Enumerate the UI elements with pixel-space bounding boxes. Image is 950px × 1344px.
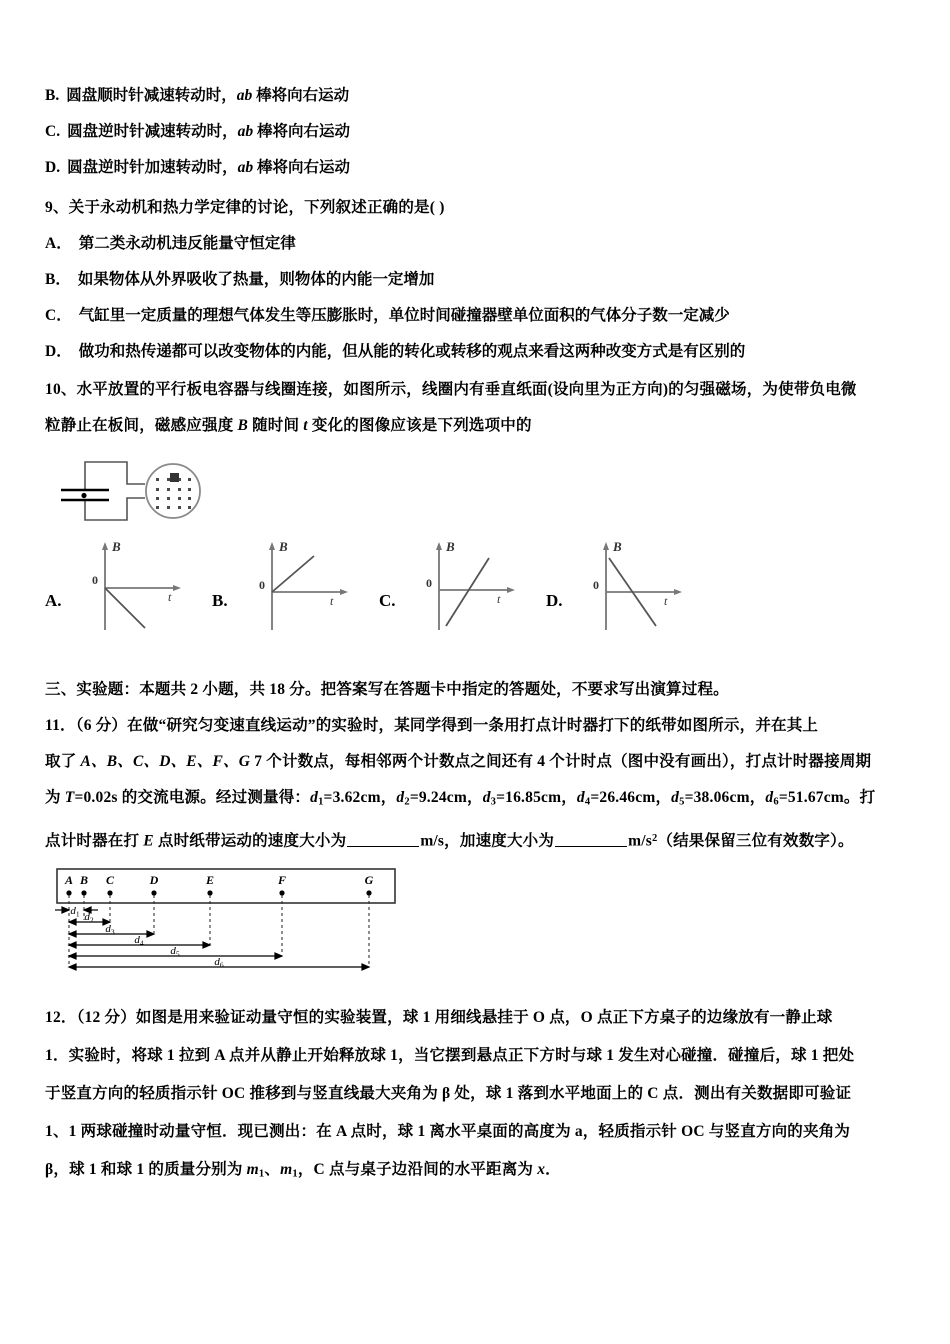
q10-graph-a-svg (71, 534, 191, 634)
q11-line2-post: 7 个计数点，每相邻两个计数点之间还有 4 个计时点（图中没有画出），打点计时器接周期 (250, 753, 872, 770)
circuit-svg (57, 454, 257, 526)
q11-line3: 为 T=0.02s 的交流电源。经过测量得：$d_1=3.62cm$，$d_2=9.24cm$，$d_3=16.85cm$，$d_4=26.46cm$，$d_5=38.06cm$，$d_6=51.67cm$。打 (45, 789, 876, 808)
data-line (446, 558, 489, 626)
q10-option-c (379, 534, 549, 634)
q12-line1: 12．（12 分）如图是用来验证动量守恒的实验装置，球 1 用细线悬挂于 O 点，O 点正下方桌子的边缘放有一静止球 (45, 1009, 833, 1027)
tape-point-labels (64, 873, 374, 887)
q11-line4-pre: 点计时器在打 (45, 832, 144, 850)
svg-text:C: C (105, 873, 115, 888)
paper-tape-figure (53, 865, 403, 977)
x-axis-label: t (664, 594, 668, 608)
q9-option-b (45, 262, 920, 298)
y-axis-arrow (436, 542, 442, 550)
q10-symbol-B: B (237, 417, 249, 434)
coil-circle (146, 464, 200, 518)
q11-answer-blank-velocity[interactable] (347, 832, 419, 848)
dimension-label-d6: $d_6$ (214, 956, 224, 970)
origin-label: 0 (593, 578, 599, 592)
q11-line2 (45, 744, 920, 780)
q8-option-b-label: B. (45, 87, 60, 104)
q11-measurement-2: $d_2=9.24cm$ (396, 789, 467, 808)
q10-symbol-t: t (303, 417, 308, 434)
q11-measurement-6: $d_6=51.67cm$ (765, 789, 844, 808)
svg-text:B: B (79, 873, 89, 888)
q9-stem: 9、关于永动机和热力学定律的讨论，下列叙述正确的是( ) (45, 199, 445, 216)
q10-graph-d-svg (572, 534, 692, 634)
q11-unit-velocity: m/s，加速度大小为 (420, 832, 555, 850)
q12-symbol-m2: m (280, 1161, 293, 1179)
question-11 (45, 708, 920, 977)
q8-option-c (45, 114, 920, 150)
q11-line4-mid: 点时纸带运动的速度大小为 (153, 832, 347, 850)
q11-line3-tail: 。打 (843, 789, 876, 806)
x-axis-arrow (173, 585, 181, 591)
svg-text:E: E (205, 873, 215, 888)
x-axis-arrow (340, 589, 348, 595)
dimension-label-d5: $d_5$ (170, 945, 180, 959)
q9-option-d-label: D． (45, 343, 72, 360)
q11-measurement-4: $d_4=26.46cm$ (576, 789, 656, 808)
data-line (105, 588, 145, 628)
q12-symbol-x: x (537, 1161, 546, 1179)
q11-measurement-1: $d_1=3.62cm$ (310, 789, 381, 808)
svg-text:F: F (277, 873, 287, 888)
q11-line2-pre: 取了 (45, 753, 81, 770)
page-content (45, 78, 920, 1194)
capacitor-coil-circuit-figure (57, 454, 257, 526)
q10-option-b (212, 534, 382, 634)
q12-line2: 1．实验时，将球 1 拉到 A 点并从静止开始释放球 1，当它摆到悬点正下方时与球 1 发生对心碰撞．碰撞后，球 1 把处 (45, 1047, 855, 1065)
q10-option-c-label: C. (379, 591, 396, 610)
q9-option-d-text: 做功和热传递都可以改变物体的内能，但从能的转化或转移的观点来看这两种改变方式是有区别的 (78, 343, 746, 360)
q11-symbol-T: T (64, 789, 75, 806)
q12-line5-pre: β，球 1 和球 1 的质量分别为 (45, 1161, 247, 1179)
question-10 (45, 372, 920, 634)
top-wire (85, 462, 145, 490)
q8-option-c-text-post: 棒将向右运动 (253, 123, 350, 140)
q8-option-d-text-pre: 圆盘逆时针加速转动时， (67, 159, 238, 176)
q8-option-c-text-pre: 圆盘逆时针减速转动时， (67, 123, 238, 140)
q10-graph-b-svg (238, 534, 358, 634)
q11-line4 (45, 821, 920, 860)
q8-option-d-em: ab (237, 159, 254, 176)
q11-point-list: A、B、C、D、E、F、G (80, 753, 251, 770)
q10-stem-post: 变化的图像应该是下列选项中的 (307, 417, 532, 434)
q10-option-d-label: D. (546, 591, 563, 610)
q12-line5: β，球 1 和球 1 的质量分别为 $m_1$、$m_1$，C 点与桌子边沿间的水平距离为 x． (45, 1161, 561, 1180)
svg-text:A: A (64, 873, 74, 888)
q10-option-b-label: B. (212, 591, 228, 610)
q12-line4: 1、1 两球碰撞时动量守恒．现已测出：在 A 点时，球 1 离水平桌面的高度为 a，轻质指示针 OC 与竖直方向的夹角为 (45, 1123, 851, 1141)
q8-option-c-em: ab (237, 123, 254, 140)
q9-option-b-label: B． (45, 271, 71, 288)
section-3 (45, 672, 920, 977)
dimension-label-d1: $d_1$ (70, 905, 80, 919)
x-axis-arrow (674, 589, 682, 595)
y-axis-label: B (279, 539, 288, 554)
origin-label: 0 (259, 578, 265, 592)
question-12 (45, 999, 920, 1194)
q10-stem-line1: 10、水平放置的平行板电容器与线圈连接，如图所示，线圈内有垂直纸面(设向里为正方向)的匀强磁场，为使带负电微 (45, 381, 857, 398)
q9-option-d (45, 334, 920, 370)
q10-option-graphs (45, 534, 920, 634)
y-axis-arrow (102, 542, 108, 550)
q8-option-c-label: C. (45, 123, 61, 140)
q9-option-b-text: 如果物体从外界吸收了热量，则物体的内能一定增加 (77, 271, 435, 288)
q12-line3: 于竖直方向的轻质指示针 OC 推移到与竖直线最大夹角为 β 处，球 1 落到水平地面上的 C 点．测出有关数据即可验证 (45, 1085, 852, 1103)
q11-unit-acceleration: m/s (628, 832, 652, 850)
x-axis-arrow (507, 587, 515, 593)
q9-option-a-label: A． (45, 235, 72, 252)
y-axis-label: B (112, 539, 121, 554)
q8-option-b (45, 78, 920, 114)
q11-line1: 11．（6 分）在做“研究匀变速直线运动”的实验时，某同学得到一条用打点计时器打下的纸带如图所示，并在其上 (45, 717, 819, 734)
q11-symbol-E: E (143, 832, 154, 850)
q11-line4-tail: （结果保留三位有效数字）。 (657, 832, 854, 850)
q8-option-d-text-post: 棒将向右运动 (253, 159, 350, 176)
dimension-label-d3: $d_3$ (105, 923, 115, 937)
field-dots-grid (156, 478, 191, 509)
q10-stem-pre: 粒静止在板间，磁感应强度 (45, 417, 238, 434)
q11-unit-exponent: 2 (651, 832, 658, 844)
q10-option-d (546, 534, 716, 634)
q8-option-b-em: ab (236, 87, 253, 104)
y-axis-arrow (269, 542, 275, 550)
x-axis-label: t (168, 590, 172, 604)
q12-line5-tail: ． (545, 1161, 561, 1179)
q9-option-a (45, 226, 920, 262)
q9-option-a-text: 第二类永动机违反能量守恒定律 (78, 235, 296, 252)
q9-option-c (45, 298, 920, 334)
section-3-header: 三、实验题：本题共 2 小题，共 18 分。把答案写在答题卡中指定的答题处，不要求写出演算过程。 (45, 681, 729, 698)
origin-label: 0 (92, 573, 98, 587)
q11-line3-pre: 为 (45, 789, 65, 806)
q11-answer-blank-acceleration[interactable] (555, 832, 627, 848)
q10-graph-c-svg (405, 534, 525, 634)
y-axis-label: B (446, 539, 455, 554)
x-axis-label: t (497, 592, 501, 606)
q12-symbol-m1: m (246, 1161, 259, 1179)
q10-stem (45, 372, 920, 444)
origin-label: 0 (426, 576, 432, 590)
q11-period-value: =0.02s 的交流电源。经过测量得： (74, 789, 311, 806)
charged-particle-dot (81, 493, 86, 498)
q8-options-group (45, 78, 920, 186)
svg-text:D: D (149, 873, 159, 888)
q9-option-c-label: C． (45, 307, 72, 324)
y-axis-label: B (613, 539, 622, 554)
q9-option-c-text: 气缸里一定质量的理想气体发生等压膨胀时，单位时间碰撞器壁单位面积的气体分子数一定减少 (78, 307, 730, 324)
q8-option-d (45, 150, 920, 186)
question-9 (45, 190, 920, 370)
q11-measurement-3: $d_3=16.85cm$ (482, 789, 562, 808)
q12-line5-mid: ，C 点与桌子边沿间的水平距离为 (297, 1161, 538, 1179)
dimension-label-d4: $d_4$ (134, 934, 144, 948)
tape-points (66, 891, 371, 896)
cross-marker (170, 473, 179, 482)
q10-stem-line2 (45, 408, 920, 444)
dimension-label-d2: $d_2$ (84, 911, 94, 925)
q10-stem-mid: 随时间 (248, 417, 304, 434)
q10-option-a (45, 534, 215, 634)
q8-option-d-label: D. (45, 159, 61, 176)
q8-option-b-text-pre: 圆盘顺时针减速转动时， (66, 87, 237, 104)
q10-option-a-label: A. (45, 591, 62, 610)
tape-svg (53, 865, 403, 977)
x-axis-label: t (330, 594, 334, 608)
svg-text:G: G (364, 873, 374, 888)
q11-measurement-5: $d_5=38.06cm$ (671, 789, 750, 808)
y-axis-arrow (603, 542, 609, 550)
data-line (272, 556, 314, 592)
q8-option-b-text-post: 棒将向右运动 (252, 87, 350, 104)
